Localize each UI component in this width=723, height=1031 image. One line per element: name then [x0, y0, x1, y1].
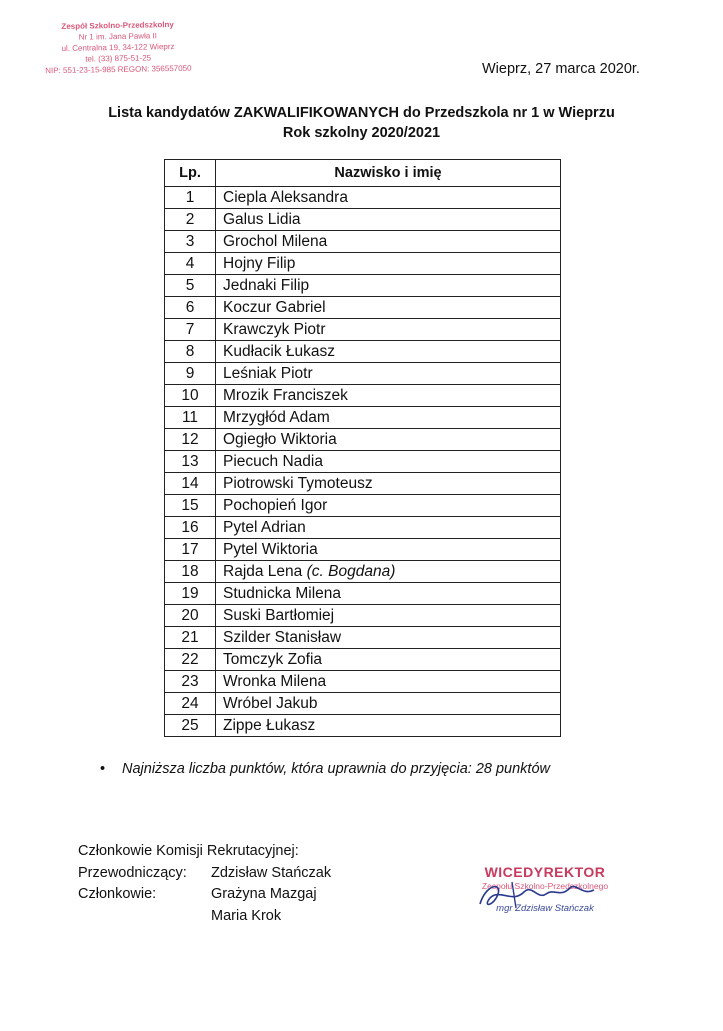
candidate-name: Szilder Stanisław	[223, 629, 342, 646]
table-row	[165, 275, 561, 297]
table-row	[165, 649, 561, 671]
candidate-name: Pytel Adrian	[223, 519, 306, 536]
table-row	[165, 561, 561, 583]
column-header-lp: Lp.	[165, 160, 216, 187]
candidate-name: Zippe Łukasz	[223, 717, 316, 734]
row-number: 6	[165, 297, 216, 319]
table-row	[165, 297, 561, 319]
candidate-name-cell	[216, 605, 561, 627]
table-row	[165, 187, 561, 209]
row-number: 3	[165, 231, 216, 253]
document-date: Wieprz, 27 marca 2020r.	[482, 61, 640, 77]
chair-role: Przewodniczący:	[78, 864, 187, 881]
row-number: 4	[165, 253, 216, 275]
row-number: 25	[165, 715, 216, 737]
table-row	[165, 583, 561, 605]
row-number: 8	[165, 341, 216, 363]
school-stamp	[28, 18, 209, 76]
table-row	[165, 693, 561, 715]
candidate-name: Hojny Filip	[223, 255, 296, 272]
candidate-name-cell	[216, 275, 561, 297]
row-number: 11	[165, 407, 216, 429]
row-number: 14	[165, 473, 216, 495]
table-row	[165, 671, 561, 693]
candidates-table	[164, 159, 561, 737]
table-row	[165, 517, 561, 539]
stamp-line: Nr 1 im. Jana Pawła II	[78, 31, 158, 42]
row-number: 24	[165, 693, 216, 715]
committee-member-row	[78, 906, 331, 928]
member-name: Grażyna Mazgaj	[211, 886, 317, 902]
document-title	[0, 103, 723, 143]
row-number: 9	[165, 363, 216, 385]
candidate-name: Wróbel Jakub	[223, 695, 318, 712]
row-number: 10	[165, 385, 216, 407]
candidate-name-cell	[216, 627, 561, 649]
committee-chair-row	[78, 863, 331, 885]
table-row	[165, 715, 561, 737]
table-row	[165, 429, 561, 451]
table-row	[165, 341, 561, 363]
candidate-name-cell	[216, 319, 561, 341]
candidate-name: Piotrowski Tymoteusz	[223, 475, 373, 492]
title-line: Lista kandydatów ZAKWALIFIKOWANYCH do Przedszkola nr 1 w Wieprzu	[108, 105, 615, 121]
candidate-name: Leśniak Piotr	[223, 365, 313, 382]
row-number: 12	[165, 429, 216, 451]
candidate-name: Tomczyk Zofia	[223, 651, 323, 668]
candidate-name-cell	[216, 693, 561, 715]
candidate-name-cell	[216, 341, 561, 363]
candidate-name-cell	[216, 429, 561, 451]
row-number: 22	[165, 649, 216, 671]
row-number: 15	[165, 495, 216, 517]
table-row	[165, 539, 561, 561]
candidate-name-cell	[216, 517, 561, 539]
minimum-points-note	[100, 761, 550, 777]
candidate-name: Koczur Gabriel	[223, 299, 326, 316]
table-row	[165, 605, 561, 627]
candidate-name-cell	[216, 561, 561, 583]
table-row	[165, 385, 561, 407]
candidate-name: Ogiegło Wiktoria	[223, 431, 337, 448]
candidate-name-cell	[216, 187, 561, 209]
stamp-line: ul. Centralna 19, 34-122 Wieprz	[61, 42, 175, 53]
candidate-name-cell	[216, 539, 561, 561]
committee-section	[78, 841, 331, 927]
note-text: Najniższa liczba punktów, która uprawnia do przyjęcia: 28 punktów	[122, 761, 550, 777]
candidate-name-cell	[216, 363, 561, 385]
table-row	[165, 253, 561, 275]
candidate-name: Jednaki Filip	[223, 277, 310, 294]
row-number: 17	[165, 539, 216, 561]
candidate-name: Mrzygłód Adam	[223, 409, 330, 426]
candidate-note: (c. Bogdana)	[306, 563, 396, 580]
stamp-title: WICEDYREKTOR	[484, 864, 606, 880]
stamp-line: Zespół Szkolno-Przedszkolny	[61, 20, 174, 31]
table-body	[165, 187, 561, 737]
candidate-name: Galus Lidia	[223, 211, 301, 228]
candidate-name-cell	[216, 649, 561, 671]
row-number: 23	[165, 671, 216, 693]
candidate-name: Pochopień Igor	[223, 497, 328, 514]
member-name: Maria Krok	[211, 907, 282, 924]
candidate-name-cell	[216, 297, 561, 319]
candidate-name: Kudłacik Łukasz	[223, 343, 336, 360]
table-row	[165, 209, 561, 231]
bullet: •	[100, 761, 106, 777]
stamp-line: tel. (33) 875-51-25	[85, 53, 152, 64]
table-row	[165, 451, 561, 473]
row-number: 1	[165, 187, 216, 209]
stamp-line: NIP: 551-23-15-985 REGON: 356557050	[45, 63, 192, 76]
candidate-name-cell	[216, 209, 561, 231]
committee-member-row	[78, 884, 331, 906]
committee-heading: Członkowie Komisji Rekrutacyjnej:	[78, 843, 299, 859]
row-number: 19	[165, 583, 216, 605]
candidate-name: Krawczyk Piotr	[223, 321, 326, 338]
row-number: 5	[165, 275, 216, 297]
table-row	[165, 363, 561, 385]
row-number: 13	[165, 451, 216, 473]
stamp-subtitle: Zespołu Szkolno-Przedszkolnego	[481, 881, 609, 891]
table-row	[165, 319, 561, 341]
handwritten-signature	[472, 874, 612, 914]
candidate-name: Studnicka Milena	[223, 585, 342, 602]
candidate-name-cell	[216, 473, 561, 495]
candidate-name-cell	[216, 495, 561, 517]
candidate-name-cell	[216, 253, 561, 275]
candidate-name: Suski Bartłomiej	[223, 607, 335, 624]
row-number: 20	[165, 605, 216, 627]
candidate-name: Grochol Milena	[223, 233, 328, 250]
row-number: 2	[165, 209, 216, 231]
stamp-name: mgr Zdzisław Stańczak	[496, 903, 594, 914]
school-year: Rok szkolny 2020/2021	[282, 125, 441, 141]
table-row	[165, 627, 561, 649]
candidate-name: Piecuch Nadia	[223, 453, 323, 470]
candidate-name-cell	[216, 671, 561, 693]
candidate-name-cell	[216, 451, 561, 473]
candidate-name: Pytel Wiktoria	[223, 541, 318, 558]
candidate-name-cell	[216, 231, 561, 253]
table-row	[165, 473, 561, 495]
candidate-name-cell	[216, 715, 561, 737]
chair-name: Zdzisław Stańczak	[211, 864, 332, 881]
role-spacer	[78, 906, 211, 928]
table-row	[165, 231, 561, 253]
candidate-name-cell	[216, 583, 561, 605]
table-row	[165, 407, 561, 429]
candidate-name: Wronka Milena	[223, 673, 327, 690]
vice-director-stamp	[470, 864, 620, 914]
members-role: Członkowie:	[78, 886, 157, 902]
candidate-name-cell	[216, 407, 561, 429]
candidate-name: Mrozik Franciszek	[223, 387, 348, 404]
row-number: 18	[165, 561, 216, 583]
candidate-name: Rajda Lena	[223, 563, 303, 580]
candidate-name: Ciepla Aleksandra	[223, 189, 348, 206]
column-header-name: Nazwisko i imię	[216, 160, 561, 187]
candidate-name-cell	[216, 385, 561, 407]
row-number: 7	[165, 319, 216, 341]
table-header-row	[165, 160, 561, 187]
row-number: 16	[165, 517, 216, 539]
table-row	[165, 495, 561, 517]
row-number: 21	[165, 627, 216, 649]
